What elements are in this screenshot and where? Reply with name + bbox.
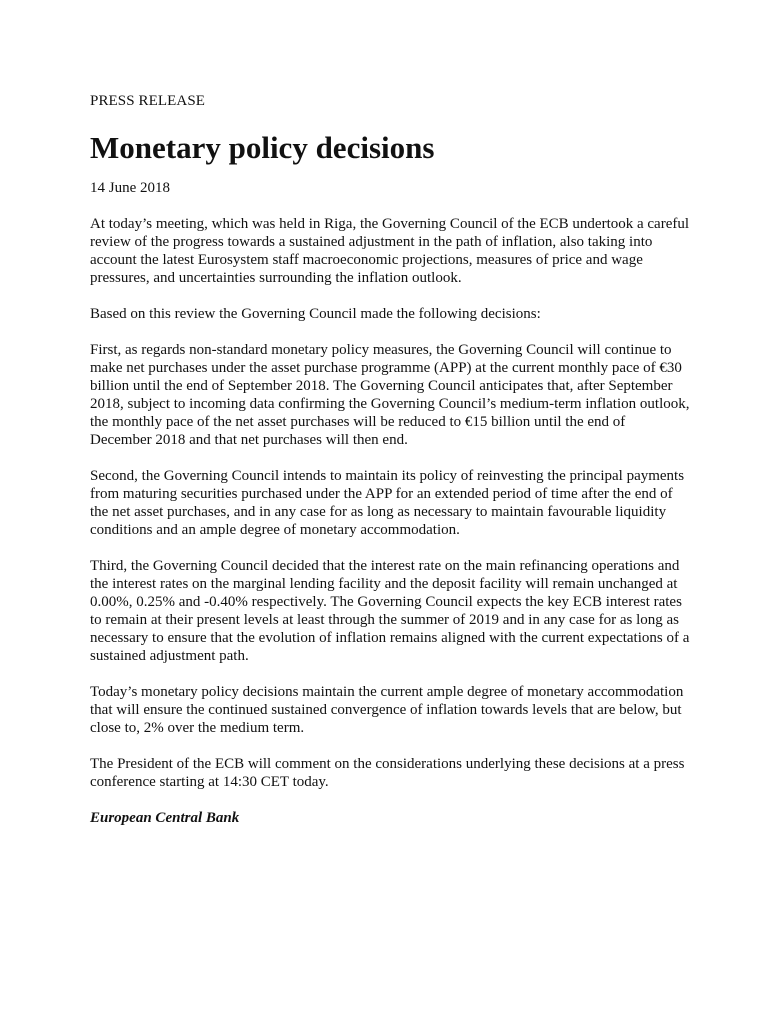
document-label: PRESS RELEASE	[90, 93, 206, 109]
paragraph-decisions-intro: Based on this review the Governing Council made the following decisions:	[90, 306, 541, 322]
press-release-document	[90, 91, 690, 827]
paragraph-second-decision: Second, the Governing Council intends to maintain its policy of reinvesting the principal payments from maturing securities purchased under the APP for an extended period of time after the end of the net asset purchases, and in any case for as long as necessary to maintain favourable liquidity conditions and an ample degree of monetary accommodation.	[90, 468, 685, 538]
paragraph-press-conference: The President of the ECB will comment on the considerations underlying these decisions at a press conference starting at 14:30 CET today.	[90, 756, 685, 790]
paragraph-meeting-review: At today’s meeting, which was held in Riga, the Governing Council of the ECB undertook a careful review of the progress towards a sustained adjustment in the path of inflation, also taking into account the latest Eurosystem staff macroeconomic projections, measures of price and wage pressures, and uncertainties surrounding the inflation outlook.	[90, 216, 690, 286]
paragraph-third-decision: Third, the Governing Council decided that the interest rate on the main refinancing operations and the interest rates on the marginal lending facility and the deposit facility will remain unchanged at 0.00%, 0.25% and -0.40% respectively. The Governing Council expects the key ECB interest rates to remain at their present levels at least through the summer of 2019 and in any case for as long as necessary to ensure that the evolution of inflation remains aligned with the current expectations of a sustained adjustment path.	[90, 558, 690, 664]
page-title: Monetary policy decisions	[90, 130, 435, 165]
release-date: 14 June 2018	[90, 180, 170, 196]
paragraph-first-decision: First, as regards non-standard monetary policy measures, the Governing Council will continue to make net purchases under the asset purchase programme (APP) at the current monthly pace of €30 billion until the end of September 2018. The Governing Council anticipates that, after September 2018, subject to incoming data confirming the Governing Council’s medium-term inflation outlook, the monthly pace of the net asset purchases will be reduced to €15 billion until the end of December 2018 and that net purchases will then end.	[90, 342, 690, 448]
signature: European Central Bank	[90, 810, 240, 826]
paragraph-summary: Today’s monetary policy decisions maintain the current ample degree of monetary accommodation that will ensure the continued sustained convergence of inflation towards levels that are below, but close to, 2% over the medium term.	[90, 684, 684, 736]
